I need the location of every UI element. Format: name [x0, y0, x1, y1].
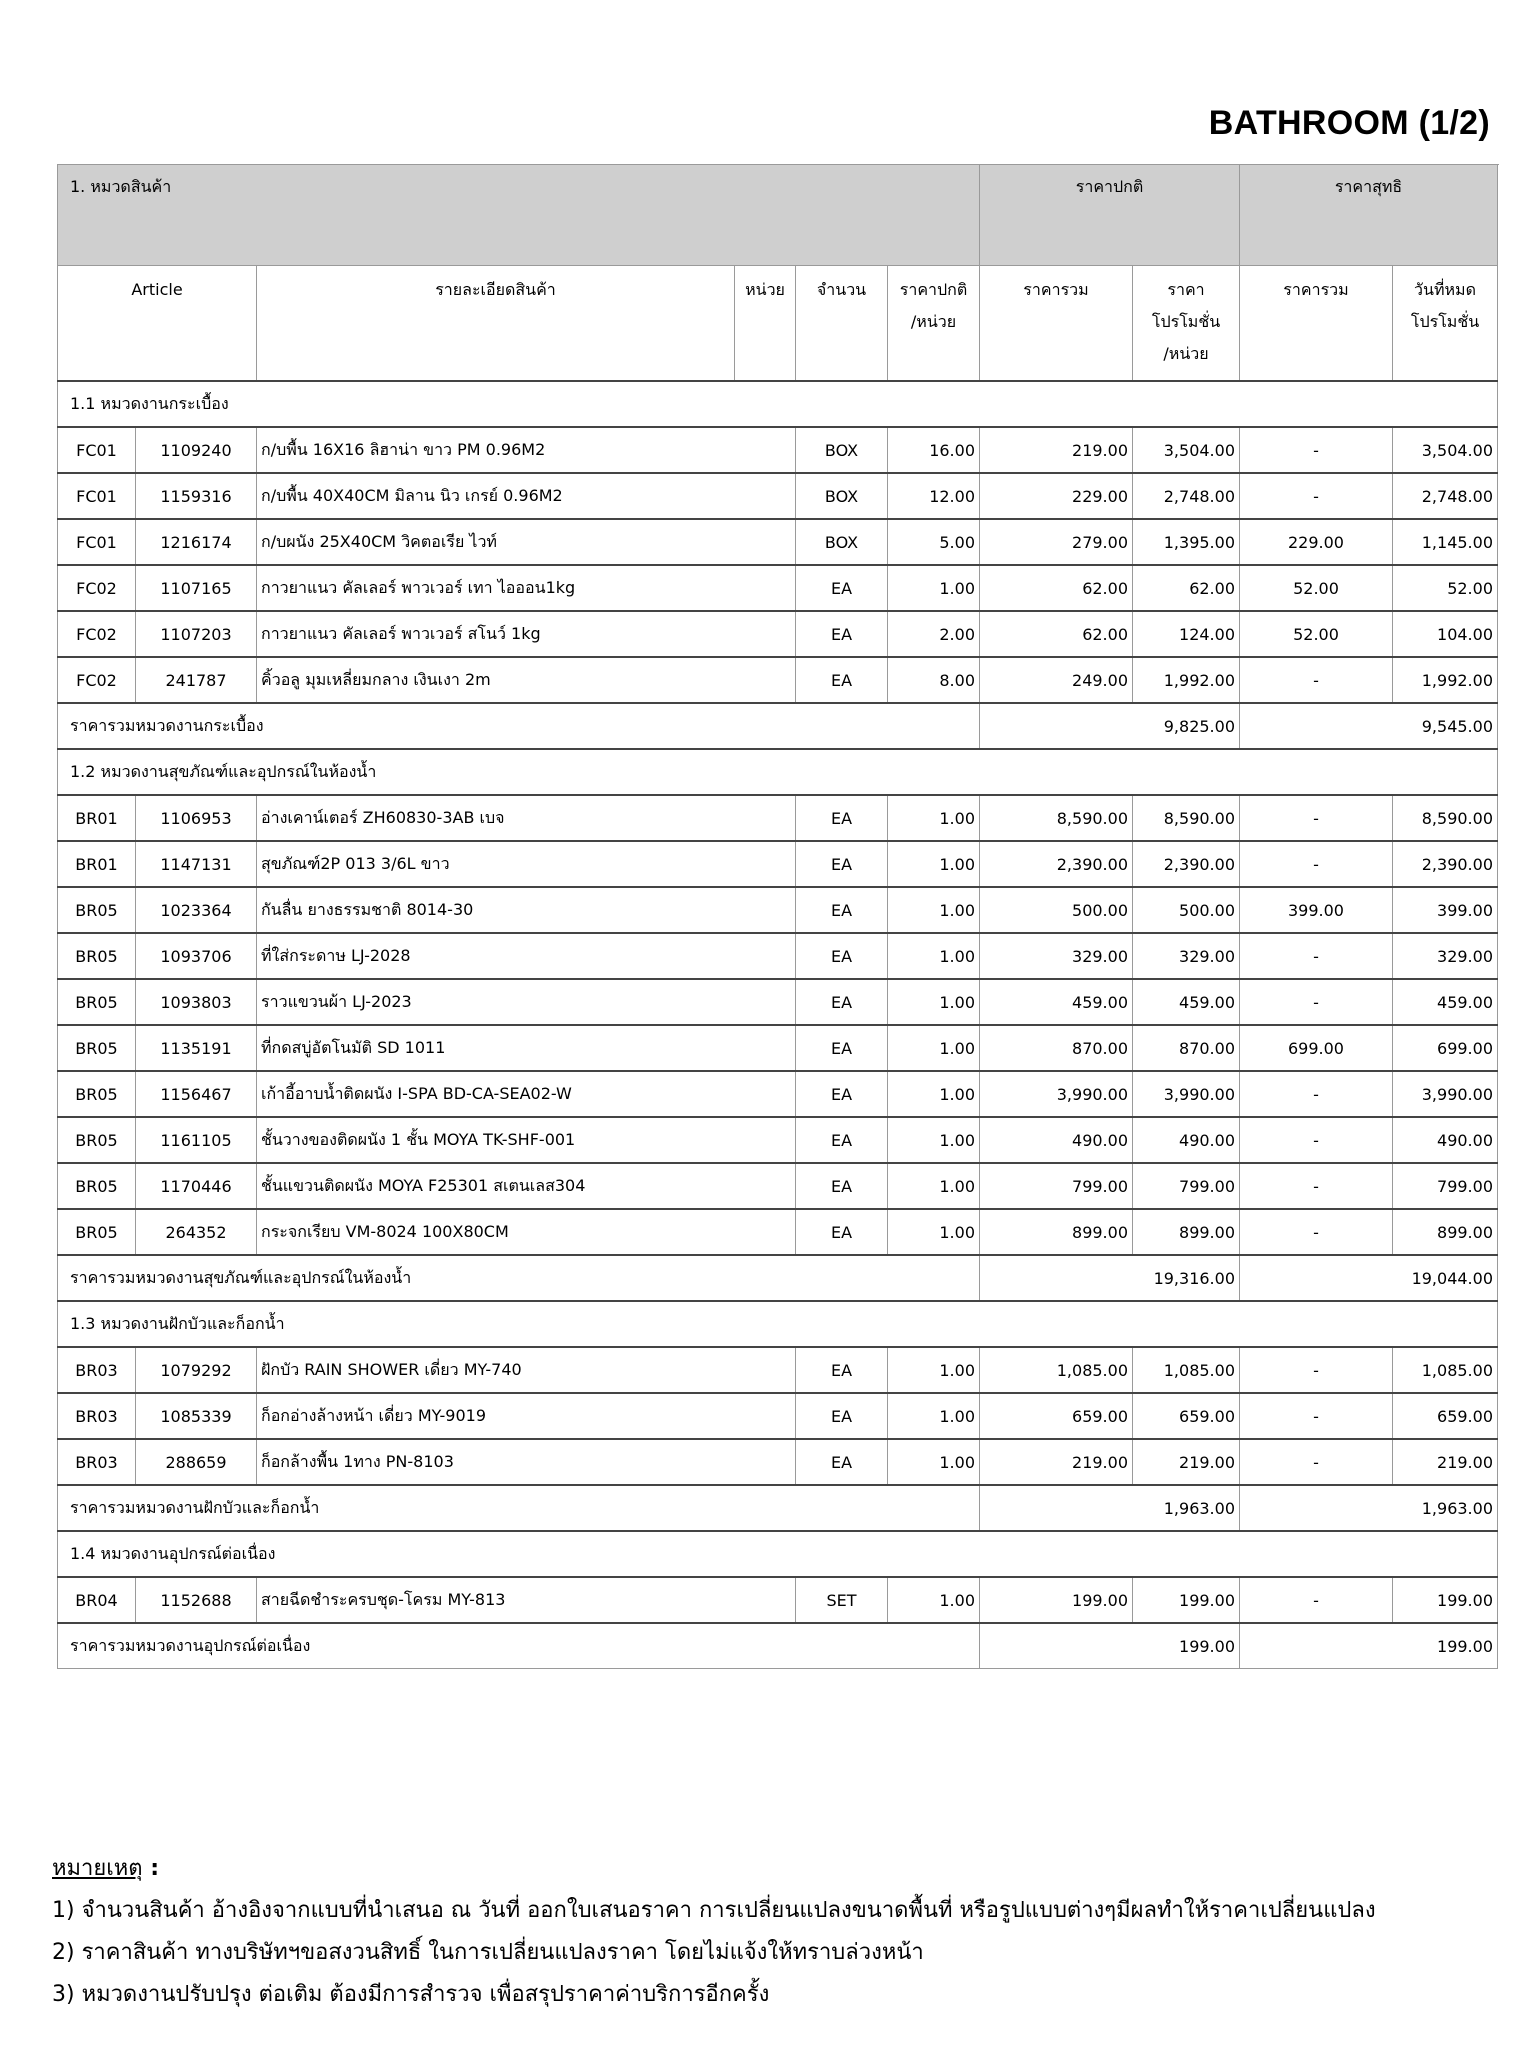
section-title: 1.4 หมวดงานอุปกรณ์ต่อเนื่อง — [58, 1531, 1498, 1577]
item-total: 3,990.00 — [1133, 1071, 1240, 1117]
item-code: BR05 — [58, 1209, 136, 1255]
item-net-total: 3,504.00 — [1393, 427, 1498, 473]
item-unit: EA — [796, 565, 888, 611]
col-promo-header — [1133, 266, 1240, 382]
item-unit: EA — [796, 1117, 888, 1163]
item-unit: EA — [796, 887, 888, 933]
subtotal-regular: 19,316.00 — [980, 1255, 1240, 1301]
subtotal-row — [58, 703, 1498, 749]
item-qty: 1.00 — [888, 1025, 980, 1071]
item-unit-price: 219.00 — [980, 1439, 1133, 1485]
item-total: 3,504.00 — [1133, 427, 1240, 473]
item-code: BR05 — [58, 1117, 136, 1163]
item-article: 241787 — [136, 657, 257, 703]
subtotal-row — [58, 1623, 1498, 1669]
item-unit: EA — [796, 1439, 888, 1485]
item-description: ก/บผนัง 25X40CM วิคตอเรีย ไวท์ — [257, 519, 796, 565]
item-unit-price: 279.00 — [980, 519, 1133, 565]
item-article: 1107165 — [136, 565, 257, 611]
table-row — [58, 1071, 1498, 1117]
subtotal-label: ราคารวมหมวดงานสุขภัณฑ์และอุปกรณ์ในห้องน้ำ — [58, 1255, 980, 1301]
item-net-total: 2,390.00 — [1393, 841, 1498, 887]
item-unit: BOX — [796, 519, 888, 565]
item-code: FC01 — [58, 473, 136, 519]
table-row — [58, 427, 1498, 473]
section-header-row — [58, 749, 1498, 795]
item-code: FC02 — [58, 611, 136, 657]
item-promo-price: - — [1240, 1071, 1393, 1117]
item-unit-price: 799.00 — [980, 1163, 1133, 1209]
item-article: 1109240 — [136, 427, 257, 473]
table-row — [58, 1117, 1498, 1163]
item-unit-price: 490.00 — [980, 1117, 1133, 1163]
net-price-group-header: ราคาสุทธิ — [1240, 165, 1498, 266]
table-row — [58, 565, 1498, 611]
subtotal-net: 1,963.00 — [1240, 1485, 1498, 1531]
item-description: ก/บพื้น 16X16 ลิฮาน่า ขาว PM 0.96M2 — [257, 427, 796, 473]
table-row — [58, 933, 1498, 979]
subtotal-label: ราคารวมหมวดงานกระเบื้อง — [58, 703, 980, 749]
item-total: 8,590.00 — [1133, 795, 1240, 841]
table-row — [58, 887, 1498, 933]
item-description: กาวยาแนว คัลเลอร์ พาวเวอร์ สโนว์ 1kg — [257, 611, 796, 657]
item-description: ก็อกล้างพื้น 1ทาง PN-8103 — [257, 1439, 796, 1485]
item-code: BR03 — [58, 1347, 136, 1393]
item-total: 799.00 — [1133, 1163, 1240, 1209]
item-unit-price: 219.00 — [980, 427, 1133, 473]
item-unit-price: 500.00 — [980, 887, 1133, 933]
item-total: 1,395.00 — [1133, 519, 1240, 565]
item-description: ก็อกอ่างล้างหน้า เดี่ยว MY-9019 — [257, 1393, 796, 1439]
item-unit: EA — [796, 841, 888, 887]
col-article-header: Article — [58, 266, 257, 382]
subtotal-row — [58, 1255, 1498, 1301]
item-total: 62.00 — [1133, 565, 1240, 611]
item-unit: EA — [796, 1025, 888, 1071]
item-promo-price: - — [1240, 427, 1393, 473]
section-title: 1.3 หมวดงานฝักบัวและก็อกน้ำ — [58, 1301, 1498, 1347]
table-row — [58, 1577, 1498, 1623]
item-qty: 1.00 — [888, 887, 980, 933]
section-header-row — [58, 1531, 1498, 1577]
subtotal-label: ราคารวมหมวดงานฝักบัวและก็อกน้ำ — [58, 1485, 980, 1531]
item-net-total: 2,748.00 — [1393, 473, 1498, 519]
item-qty: 8.00 — [888, 657, 980, 703]
item-article: 1161105 — [136, 1117, 257, 1163]
item-unit: SET — [796, 1577, 888, 1623]
item-promo-price: - — [1240, 657, 1393, 703]
item-qty: 1.00 — [888, 1209, 980, 1255]
item-code: FC02 — [58, 565, 136, 611]
page-title: BATHROOM (1/2) — [1208, 104, 1490, 142]
item-article: 1085339 — [136, 1393, 257, 1439]
table-row — [58, 795, 1498, 841]
item-code: BR04 — [58, 1577, 136, 1623]
remarks-heading — [52, 1848, 1492, 1890]
item-unit-price: 659.00 — [980, 1393, 1133, 1439]
item-promo-price: - — [1240, 933, 1393, 979]
col-total-header: ราคารวม — [980, 266, 1133, 382]
item-promo-price: - — [1240, 1163, 1393, 1209]
item-total: 329.00 — [1133, 933, 1240, 979]
col-qty-header: จำนวน — [796, 266, 888, 382]
item-promo-price: - — [1240, 841, 1393, 887]
item-description: อ่างเคาน์เตอร์ ZH60830-3AB เบจ — [257, 795, 796, 841]
item-code: BR01 — [58, 795, 136, 841]
table-row — [58, 1439, 1498, 1485]
item-total: 124.00 — [1133, 611, 1240, 657]
item-unit-price: 8,590.00 — [980, 795, 1133, 841]
item-promo-price: 399.00 — [1240, 887, 1393, 933]
item-promo-price: - — [1240, 1439, 1393, 1485]
item-total: 490.00 — [1133, 1117, 1240, 1163]
item-qty: 1.00 — [888, 565, 980, 611]
item-total: 1,992.00 — [1133, 657, 1240, 703]
item-article: 1156467 — [136, 1071, 257, 1117]
item-promo-price: 229.00 — [1240, 519, 1393, 565]
item-total: 659.00 — [1133, 1393, 1240, 1439]
item-qty: 2.00 — [888, 611, 980, 657]
item-promo-price: - — [1240, 1117, 1393, 1163]
item-description: สุขภัณฑ์2P 013 3/6L ขาว — [257, 841, 796, 887]
item-code: BR03 — [58, 1439, 136, 1485]
col-net-total-header: ราคารวม — [1240, 266, 1393, 382]
item-net-total: 659.00 — [1393, 1393, 1498, 1439]
item-article: 1093803 — [136, 979, 257, 1025]
item-qty: 1.00 — [888, 1347, 980, 1393]
item-unit-price: 199.00 — [980, 1577, 1133, 1623]
item-qty: 12.00 — [888, 473, 980, 519]
item-net-total: 3,990.00 — [1393, 1071, 1498, 1117]
item-qty: 5.00 — [888, 519, 980, 565]
item-description: คิ้วอลู มุมเหลี่ยมกลาง เงินเงา 2m — [257, 657, 796, 703]
item-net-total: 329.00 — [1393, 933, 1498, 979]
item-net-total: 1,992.00 — [1393, 657, 1498, 703]
remarks-section — [52, 1848, 1492, 2016]
item-description: เก้าอี้อาบน้ำติดผนัง I-SPA BD-CA-SEA02-W — [257, 1071, 796, 1117]
item-total: 500.00 — [1133, 887, 1240, 933]
item-promo-price: - — [1240, 979, 1393, 1025]
section-header-row — [58, 1301, 1498, 1347]
table-row — [58, 979, 1498, 1025]
table-row — [58, 1393, 1498, 1439]
item-net-total: 899.00 — [1393, 1209, 1498, 1255]
item-code: FC01 — [58, 427, 136, 473]
table-group-header — [58, 165, 1498, 266]
item-net-total: 399.00 — [1393, 887, 1498, 933]
item-promo-price: 52.00 — [1240, 565, 1393, 611]
col-unit-header: หน่วย — [735, 266, 796, 382]
item-description: กาวยาแนว คัลเลอร์ พาวเวอร์ เทา ไอออน1kg — [257, 565, 796, 611]
item-article: 1079292 — [136, 1347, 257, 1393]
regular-price-group-header: ราคาปกติ — [980, 165, 1240, 266]
item-code: BR05 — [58, 887, 136, 933]
col-promo-line2: โปรโมชั่น — [1151, 312, 1221, 331]
col-unit-price-header — [888, 266, 980, 382]
item-code: BR05 — [58, 933, 136, 979]
item-unit: EA — [796, 657, 888, 703]
remarks-title-colon: : — [142, 1856, 160, 1881]
item-description: กันลื่น ยางธรรมชาติ 8014-30 — [257, 887, 796, 933]
col-promo-line3: /หน่วย — [1163, 344, 1209, 363]
item-unit: EA — [796, 933, 888, 979]
item-qty: 1.00 — [888, 1393, 980, 1439]
table-row — [58, 841, 1498, 887]
table-row — [58, 611, 1498, 657]
section-title: 1.2 หมวดงานสุขภัณฑ์และอุปกรณ์ในห้องน้ำ — [58, 749, 1498, 795]
item-unit-price: 229.00 — [980, 473, 1133, 519]
item-article: 1170446 — [136, 1163, 257, 1209]
item-unit: EA — [796, 1393, 888, 1439]
item-unit: BOX — [796, 473, 888, 519]
item-description: ก/บพื้น 40X40CM มิลาน นิว เกรย์ 0.96M2 — [257, 473, 796, 519]
subtotal-net: 199.00 — [1240, 1623, 1498, 1669]
item-qty: 1.00 — [888, 1163, 980, 1209]
section-header-row — [58, 381, 1498, 427]
item-code: BR05 — [58, 979, 136, 1025]
item-description: ชั้นแขวนติดผนัง MOYA F25301 สเตนเลส304 — [257, 1163, 796, 1209]
item-total: 219.00 — [1133, 1439, 1240, 1485]
table-row — [58, 1209, 1498, 1255]
item-article: 1106953 — [136, 795, 257, 841]
col-promo-end-header — [1393, 266, 1498, 382]
subtotal-net: 9,545.00 — [1240, 703, 1498, 749]
item-unit: EA — [796, 795, 888, 841]
item-promo-price: - — [1240, 1209, 1393, 1255]
item-net-total: 219.00 — [1393, 1439, 1498, 1485]
item-code: BR01 — [58, 841, 136, 887]
item-unit-price: 249.00 — [980, 657, 1133, 703]
item-net-total: 1,145.00 — [1393, 519, 1498, 565]
item-unit-price: 2,390.00 — [980, 841, 1133, 887]
table-row — [58, 1025, 1498, 1071]
item-code: FC02 — [58, 657, 136, 703]
item-net-total: 699.00 — [1393, 1025, 1498, 1071]
item-description: ชั้นวางของติดผนัง 1 ชั้น MOYA TK-SHF-001 — [257, 1117, 796, 1163]
table-row — [58, 519, 1498, 565]
item-article: 1152688 — [136, 1577, 257, 1623]
subtotal-regular: 199.00 — [980, 1623, 1240, 1669]
col-promo-end-line1: วันที่หมด — [1414, 280, 1476, 299]
item-code: BR03 — [58, 1393, 136, 1439]
quotation-table — [57, 164, 1498, 1669]
item-qty: 16.00 — [888, 427, 980, 473]
col-unit-price-line1: ราคาปกติ — [899, 280, 968, 299]
subtotal-regular: 9,825.00 — [980, 703, 1240, 749]
item-qty: 1.00 — [888, 1439, 980, 1485]
item-code: FC01 — [58, 519, 136, 565]
remarks-title: หมายเหตุ — [52, 1856, 143, 1881]
subtotal-net: 19,044.00 — [1240, 1255, 1498, 1301]
item-qty: 1.00 — [888, 841, 980, 887]
item-net-total: 52.00 — [1393, 565, 1498, 611]
item-unit-price: 870.00 — [980, 1025, 1133, 1071]
item-article: 1093706 — [136, 933, 257, 979]
col-detail-header: รายละเอียดสินค้า — [257, 266, 735, 382]
item-net-total: 799.00 — [1393, 1163, 1498, 1209]
item-code: BR05 — [58, 1163, 136, 1209]
item-total: 2,748.00 — [1133, 473, 1240, 519]
item-net-total: 1,085.00 — [1393, 1347, 1498, 1393]
table-row — [58, 657, 1498, 703]
item-article: 1159316 — [136, 473, 257, 519]
item-article: 1216174 — [136, 519, 257, 565]
category-header: 1. หมวดสินค้า — [58, 165, 980, 266]
remark-line: 1) จำนวนสินค้า อ้างอิงจากแบบที่นำเสนอ ณ วันที่ ออกใบเสนอราคา การเปลี่ยนแปลงขนาดพื้นที่ หรือรูปแบบต่างๆมีผลทำให้ราคาเปลี่ยนแปลง — [52, 1898, 1376, 1923]
item-total: 459.00 — [1133, 979, 1240, 1025]
table-row — [58, 1163, 1498, 1209]
item-unit-price: 329.00 — [980, 933, 1133, 979]
remark-line: 2) ราคาสินค้า ทางบริษัทฯขอสงวนสิทธิ์ ในการเปลี่ยนแปลงราคา โดยไม่แจ้งให้ทราบล่วงหน้า — [52, 1940, 924, 1965]
item-article: 1107203 — [136, 611, 257, 657]
item-promo-price: 52.00 — [1240, 611, 1393, 657]
item-net-total: 199.00 — [1393, 1577, 1498, 1623]
item-net-total: 8,590.00 — [1393, 795, 1498, 841]
item-net-total: 104.00 — [1393, 611, 1498, 657]
item-promo-price: - — [1240, 795, 1393, 841]
item-unit: EA — [796, 979, 888, 1025]
item-total: 199.00 — [1133, 1577, 1240, 1623]
item-unit: EA — [796, 1163, 888, 1209]
subtotal-label: ราคารวมหมวดงานอุปกรณ์ต่อเนื่อง — [58, 1623, 980, 1669]
item-net-total: 490.00 — [1393, 1117, 1498, 1163]
item-qty: 1.00 — [888, 795, 980, 841]
item-description: กระจกเรียบ VM-8024 100X80CM — [257, 1209, 796, 1255]
item-total: 2,390.00 — [1133, 841, 1240, 887]
item-description: ที่ใส่กระดาษ LJ-2028 — [257, 933, 796, 979]
item-description: ราวแขวนผ้า LJ-2023 — [257, 979, 796, 1025]
item-unit: EA — [796, 1209, 888, 1255]
item-total: 899.00 — [1133, 1209, 1240, 1255]
item-qty: 1.00 — [888, 1577, 980, 1623]
item-qty: 1.00 — [888, 933, 980, 979]
item-description: สายฉีดชำระครบชุด-โครม MY-813 — [257, 1577, 796, 1623]
col-unit-price-line2: /หน่วย — [910, 312, 957, 331]
item-unit-price: 1,085.00 — [980, 1347, 1133, 1393]
item-total: 1,085.00 — [1133, 1347, 1240, 1393]
item-article: 1147131 — [136, 841, 257, 887]
item-qty: 1.00 — [888, 1117, 980, 1163]
item-promo-price: - — [1240, 473, 1393, 519]
item-unit: EA — [796, 611, 888, 657]
item-promo-price: 699.00 — [1240, 1025, 1393, 1071]
item-article: 1023364 — [136, 887, 257, 933]
item-unit: EA — [796, 1071, 888, 1117]
item-article: 1135191 — [136, 1025, 257, 1071]
item-net-total: 459.00 — [1393, 979, 1498, 1025]
item-unit-price: 899.00 — [980, 1209, 1133, 1255]
item-qty: 1.00 — [888, 1071, 980, 1117]
subtotal-row — [58, 1485, 1498, 1531]
col-promo-line1: ราคา — [1167, 280, 1205, 299]
item-total: 870.00 — [1133, 1025, 1240, 1071]
item-description: ฝักบัว RAIN SHOWER เดี่ยว MY-740 — [257, 1347, 796, 1393]
item-unit: EA — [796, 1347, 888, 1393]
item-article: 288659 — [136, 1439, 257, 1485]
item-unit: BOX — [796, 427, 888, 473]
table-row — [58, 473, 1498, 519]
item-article: 264352 — [136, 1209, 257, 1255]
item-description: ที่กดสบู่อัตโนมัติ SD 1011 — [257, 1025, 796, 1071]
table-row — [58, 1347, 1498, 1393]
col-promo-end-line2: โปรโมชั่น — [1410, 312, 1480, 331]
section-title: 1.1 หมวดงานกระเบื้อง — [58, 381, 1498, 427]
remark-line: 3) หมวดงานปรับปรุง ต่อเติม ต้องมีการสำรวจ เพื่อสรุปราคาค่าบริการอีกครั้ง — [52, 1982, 770, 2007]
item-code: BR05 — [58, 1071, 136, 1117]
item-promo-price: - — [1240, 1347, 1393, 1393]
item-qty: 1.00 — [888, 979, 980, 1025]
item-code: BR05 — [58, 1025, 136, 1071]
item-unit-price: 62.00 — [980, 565, 1133, 611]
item-unit-price: 3,990.00 — [980, 1071, 1133, 1117]
subtotal-regular: 1,963.00 — [980, 1485, 1240, 1531]
item-unit-price: 459.00 — [980, 979, 1133, 1025]
item-unit-price: 62.00 — [980, 611, 1133, 657]
item-promo-price: - — [1240, 1393, 1393, 1439]
item-promo-price: - — [1240, 1577, 1393, 1623]
table-column-header — [58, 266, 1498, 382]
